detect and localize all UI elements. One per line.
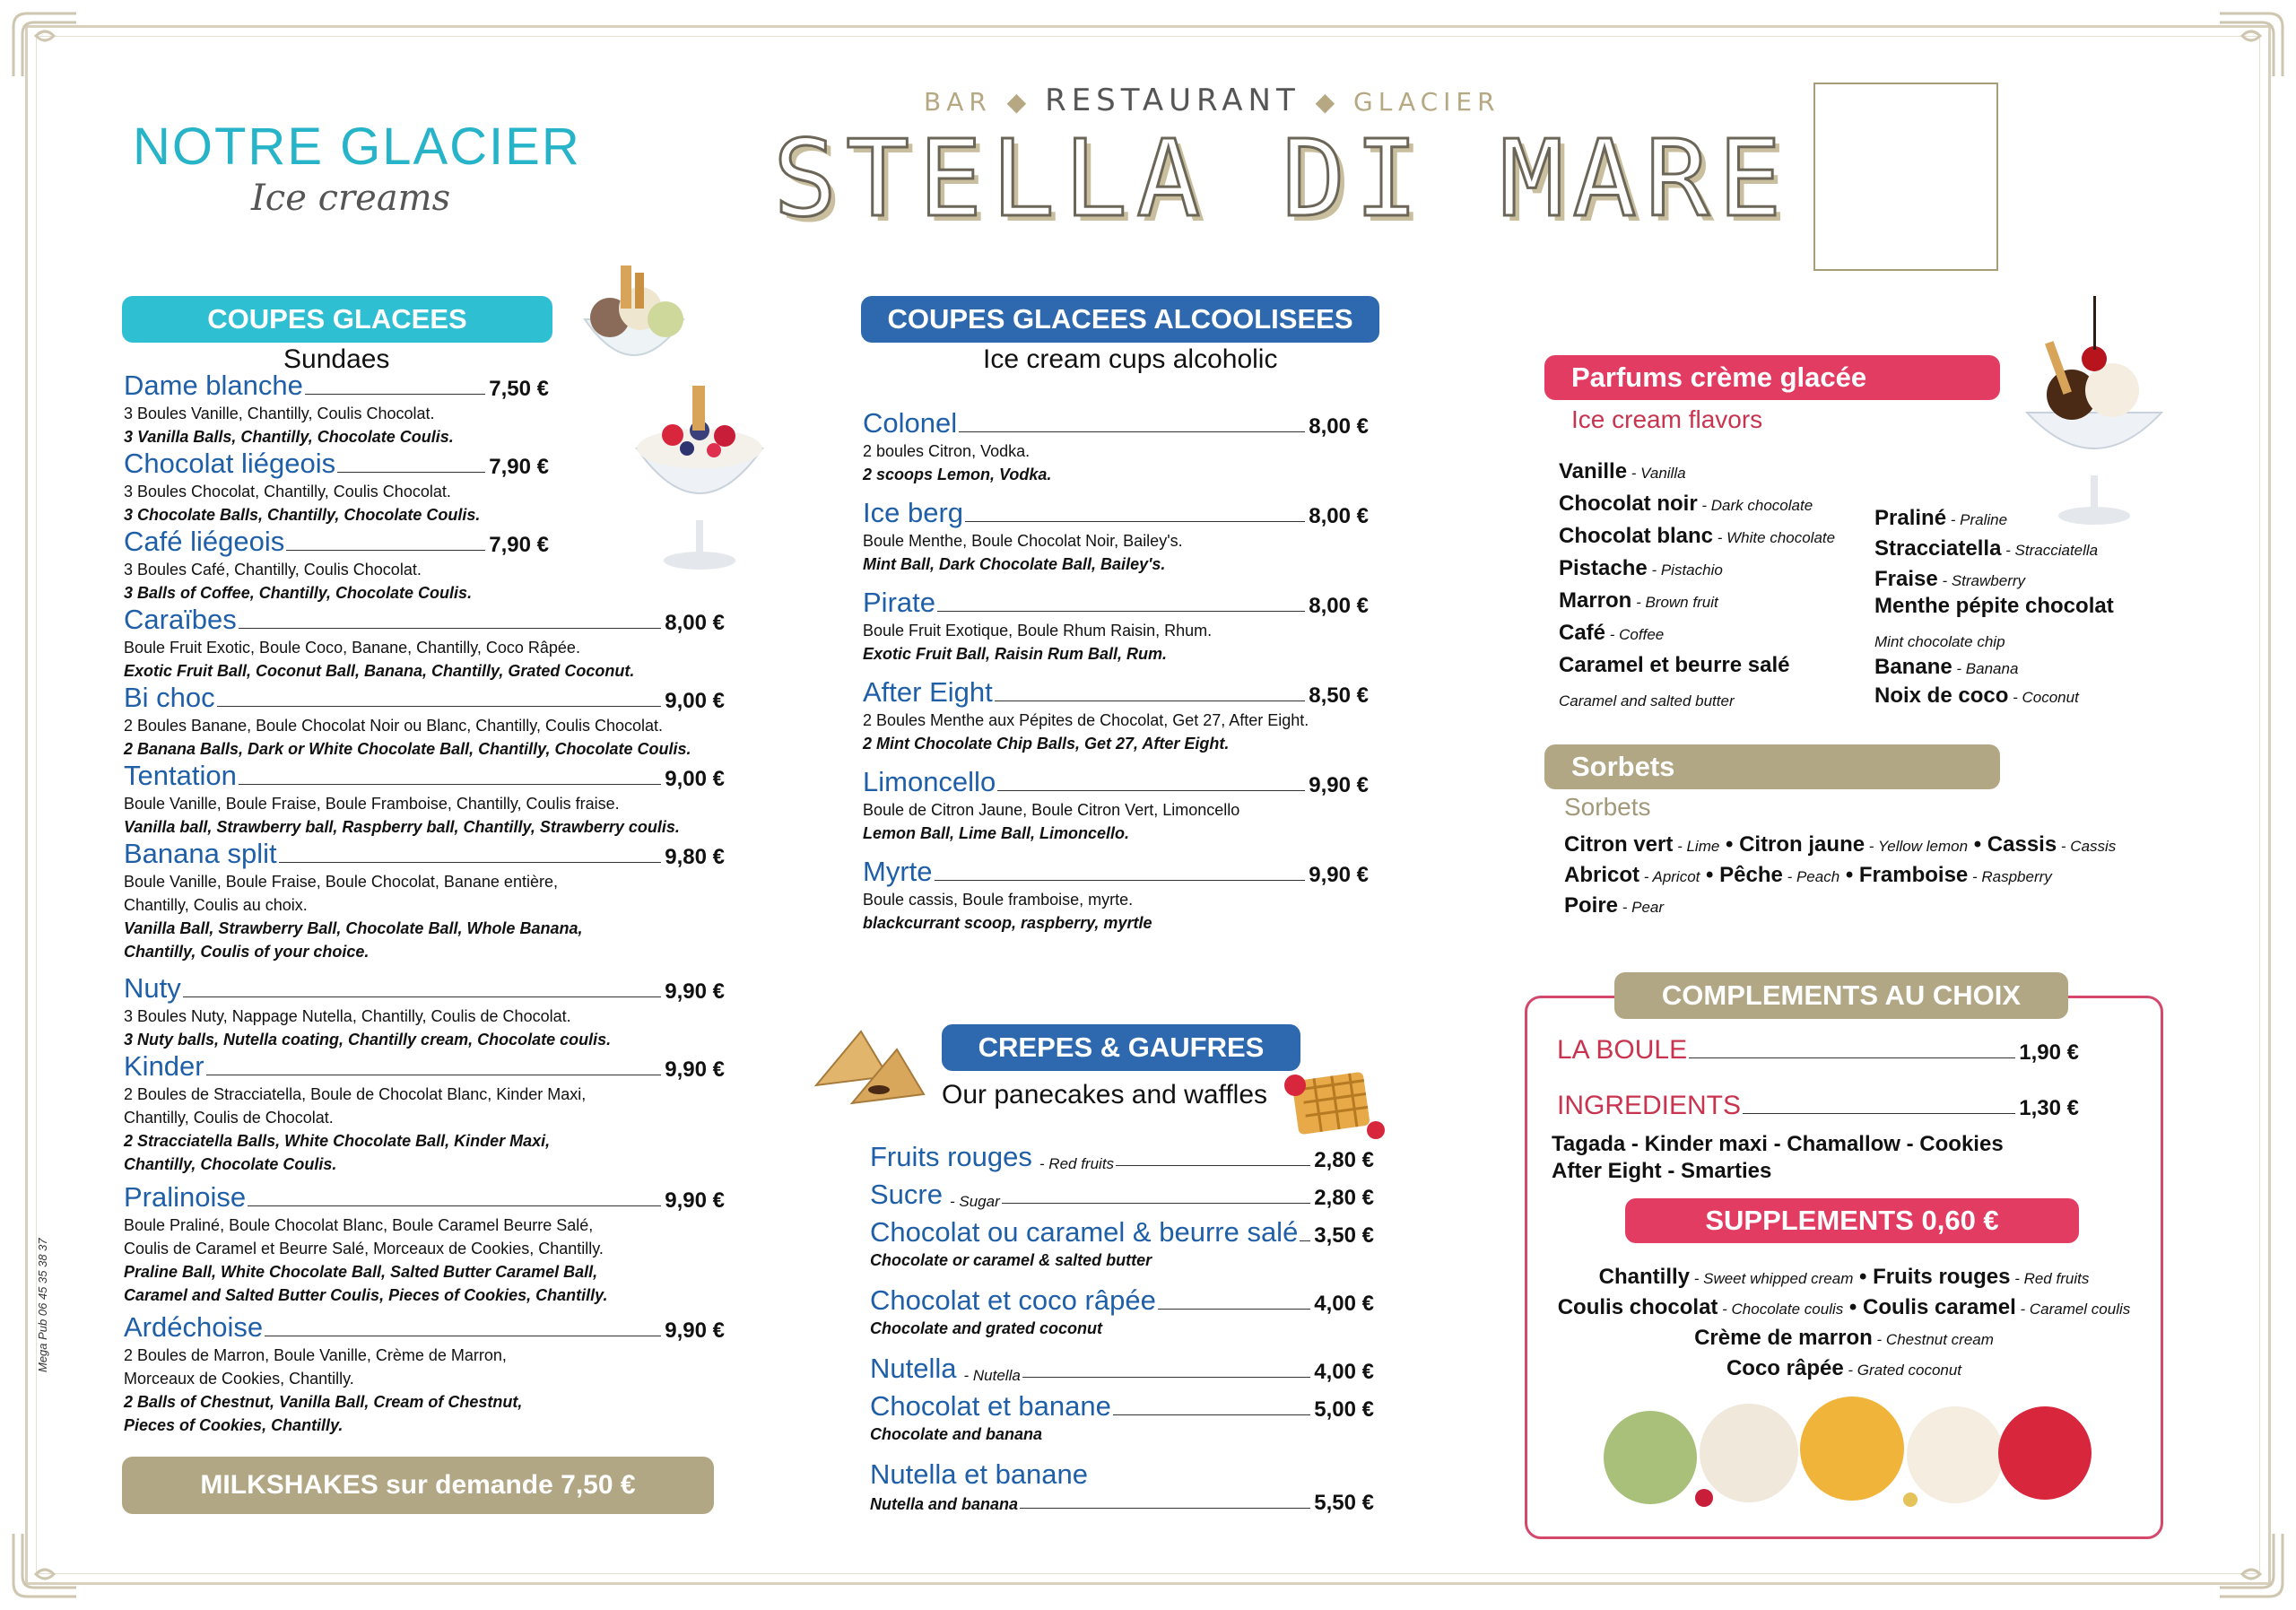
sundae-item <box>124 838 725 963</box>
ornament-corner-icon <box>9 1529 81 1601</box>
sorbet-line <box>1564 863 2052 888</box>
crepe-image <box>807 1023 933 1112</box>
item-description: Boule Vanille, Boule Fraise, Boule Chocolat, Banane entière, <box>124 873 558 891</box>
dot-leader <box>1002 1203 1311 1204</box>
dot-leader <box>217 706 662 707</box>
item-name: Sucre <box>870 1179 943 1210</box>
item-price: 9,90 € <box>665 1318 725 1343</box>
item-description-en: Praline Ball, White Chocolate Ball, Salted Butter Caramel Ball, <box>124 1263 598 1281</box>
item-name: Chocolat et banane <box>870 1390 1111 1422</box>
sorbet-translation: - Cassis <box>2057 838 2117 855</box>
flavor-item <box>1559 653 1789 678</box>
logo-placeholder <box>1813 83 1998 271</box>
complement-name: LA BOULE <box>1557 1035 1688 1065</box>
alcohol-item <box>863 587 1369 666</box>
item-description-en: Chantilly, Chocolate Coulis. <box>124 1155 337 1173</box>
flavor-translation: Caramel and salted butter <box>1559 692 1735 709</box>
supplement-name: • Fruits rouges <box>1853 1265 2011 1289</box>
item-price: 3,50 € <box>1314 1223 1374 1248</box>
item-description: 3 Boules Café, Chantilly, Coulis Chocolat. <box>124 561 422 579</box>
page-subtitle: Ice creams <box>251 178 451 219</box>
flavor-item <box>1559 459 1686 484</box>
item-description: Boule Fruit Exotique, Boule Rhum Raisin, Rhum. <box>863 622 1213 640</box>
item-price: 4,00 € <box>1314 1292 1374 1316</box>
supplement-name: • Coulis caramel <box>1843 1295 2016 1319</box>
supplement-line <box>1539 1356 2149 1381</box>
item-description: Chantilly, Coulis de Chocolat. <box>124 1109 334 1127</box>
crepe-item <box>870 1390 1374 1446</box>
flavor-name: Vanille <box>1559 459 1628 483</box>
crepe-item <box>870 1216 1374 1272</box>
item-description-en: Chocolate or caramel & salted butter <box>870 1251 1152 1269</box>
item-description-en: Nutella and banana <box>870 1495 1019 1513</box>
sundae-item <box>124 604 725 683</box>
sundae-item <box>124 448 549 527</box>
item-description-en: Chocolate and banana <box>870 1425 1043 1443</box>
dot-leader <box>183 996 662 997</box>
sundae-item <box>124 1181 725 1307</box>
supplement-line <box>1539 1326 2149 1351</box>
flavor-translation: - White chocolate <box>1713 529 1836 546</box>
flavor-item <box>1874 683 2079 709</box>
sundae-item <box>124 370 549 448</box>
flavor-name: Banane <box>1874 655 1952 679</box>
item-name: Pralinoise <box>124 1181 247 1213</box>
crepe-item <box>870 1353 1374 1385</box>
item-description-en: Lemon Ball, Lime Ball, Limoncello. <box>863 824 1130 842</box>
item-description: Boule de Citron Jaune, Boule Citron Vert, Limoncello <box>863 801 1240 819</box>
item-description-en: 3 Balls of Coffee, Chantilly, Chocolate Coulis. <box>124 584 473 602</box>
item-name: Caraïbes <box>124 604 237 635</box>
dot-leader <box>1022 1377 1310 1378</box>
supplement-translation: - Grated coconut <box>1843 1362 1962 1379</box>
item-name: Nutella <box>870 1353 957 1384</box>
item-price: 7,90 € <box>489 455 549 479</box>
item-name: Ardéchoise <box>124 1311 264 1343</box>
ornament-corner-icon <box>2215 1529 2287 1601</box>
item-description-en: Mint Ball, Dark Chocolate Ball, Bailey's. <box>863 555 1166 573</box>
ingredients-line-2: After Eight - Smarties <box>1552 1159 1772 1183</box>
item-price: 7,90 € <box>489 533 549 557</box>
ornament-corner-icon <box>2215 9 2287 81</box>
sorbet-translation: - Peach <box>1782 868 1840 885</box>
flavor-name: Caramel et beurre salé <box>1559 653 1790 677</box>
sorbet-name: Citron vert <box>1564 832 1674 857</box>
item-description-en: Pieces of Cookies, Chantilly. <box>124 1416 344 1434</box>
flavor-name: Praliné <box>1874 506 1947 530</box>
item-description: Boule cassis, Boule framboise, myrte. <box>863 891 1134 909</box>
dot-leader <box>997 790 1305 791</box>
crepe-item <box>870 1179 1374 1211</box>
flavor-translation: - Praline <box>1946 511 2008 528</box>
item-name: Bi choc <box>124 682 215 713</box>
crepe-item <box>870 1141 1374 1173</box>
item-name: Chocolat ou caramel & beurre salé <box>870 1216 1299 1248</box>
dot-leader <box>337 472 485 473</box>
dot-leader <box>305 394 485 395</box>
supplement-translation: - Caramel coulis <box>2015 1301 2131 1318</box>
flavor-name: Fraise <box>1874 567 1938 591</box>
dot-leader <box>1300 1240 1310 1241</box>
item-name: Fruits rouges <box>870 1141 1032 1172</box>
item-name: Kinder <box>124 1050 204 1082</box>
flavor-translation: - Coffee <box>1605 626 1665 643</box>
item-description: 2 Boules Banane, Boule Chocolat Noir ou Blanc, Chantilly, Coulis Chocolat. <box>124 717 664 735</box>
flavor-item <box>1874 536 2098 561</box>
sundae-item <box>124 1050 725 1176</box>
item-description-en: 2 scoops Lemon, Vodka. <box>863 466 1052 483</box>
item-description: 3 Boules Chocolat, Chantilly, Coulis Chocolat. <box>124 483 451 500</box>
item-description-en: 2 Banana Balls, Dark or White Chocolate Ball, Chantilly, Chocolate Coulis. <box>124 740 691 758</box>
brand-tagline: BAR ◆ RESTAURANT ◆ GLACIER <box>924 83 1500 118</box>
item-description-en: Chantilly, Coulis of your choice. <box>124 943 370 961</box>
item-translation: - Nutella <box>963 1367 1021 1384</box>
flavor-translation: - Strawberry <box>1937 572 2026 589</box>
alcool-title: COUPES GLACEES ALCOOLISEES <box>861 296 1379 343</box>
item-description: Boule Menthe, Boule Chocolat Noir, Bailey's. <box>863 532 1183 550</box>
flavor-translation: - Coconut <box>2008 689 2079 706</box>
complement-item <box>1557 1091 2079 1121</box>
flavor-item <box>1559 588 1718 614</box>
item-name: Ice berg <box>863 497 964 528</box>
chocolate-sundae-image <box>2018 296 2170 538</box>
alcohol-item <box>863 676 1369 755</box>
dot-leader <box>1689 1057 2015 1058</box>
item-description-en: Vanilla Ball, Strawberry Ball, Chocolate Ball, Whole Banana, <box>124 919 583 937</box>
sorbet-name: Poire <box>1564 893 1619 918</box>
alcohol-item <box>863 407 1369 486</box>
alcool-subtitle: Ice cream cups alcoholic <box>983 344 1278 374</box>
item-price: 8,00 € <box>1309 504 1369 528</box>
item-name: Banana split <box>124 838 277 869</box>
supplement-name: Chantilly <box>1598 1265 1690 1289</box>
item-description: Morceaux de Cookies, Chantilly. <box>124 1370 354 1388</box>
complements-title: COMPLEMENTS AU CHOIX <box>1614 972 2068 1019</box>
item-description: Boule Vanille, Boule Fraise, Boule Framboise, Chantilly, Coulis fraise. <box>124 795 620 813</box>
flavor-translation: Mint chocolate chip <box>1874 633 2005 650</box>
flavor-item <box>1559 492 1813 517</box>
flavor-translation: - Stracciatella <box>2001 542 2099 559</box>
flavor-name: Chocolat noir <box>1559 492 1698 516</box>
item-description-en: 2 Stracciatella Balls, White Chocolate Ball, Kinder Maxi, <box>124 1132 551 1150</box>
coupes-title: COUPES GLACEES <box>122 296 552 343</box>
item-description-en: 3 Chocolate Balls, Chantilly, Chocolate Coulis. <box>124 506 481 524</box>
supplement-name: Crème de marron <box>1694 1326 1873 1350</box>
sorbet-line <box>1564 832 2116 857</box>
flavor-translation: - Pistachio <box>1647 561 1723 579</box>
sundae-item <box>124 760 725 839</box>
dot-leader <box>959 431 1305 432</box>
flavor-name: Pistache <box>1559 556 1648 580</box>
item-description: Coulis de Caramel et Beurre Salé, Morceaux de Cookies, Chantilly. <box>124 1240 604 1258</box>
item-name: Nutella et banane <box>870 1458 1089 1490</box>
sorbet-translation: - Lime <box>1673 838 1720 855</box>
dot-leader <box>1158 1309 1310 1310</box>
ice-cream-scoops-image <box>1596 1390 2099 1516</box>
sorbet-name: Abricot <box>1564 863 1639 887</box>
item-translation: - Sugar <box>949 1193 1000 1210</box>
item-description: Chantilly, Coulis au choix. <box>124 896 308 914</box>
item-name: Pirate <box>863 587 935 618</box>
item-description: 2 Boules Menthe aux Pépites de Chocolat, Get 27, After Eight. <box>863 711 1309 729</box>
flavor-item <box>1559 524 1835 549</box>
item-price: 4,00 € <box>1314 1360 1374 1384</box>
dot-leader <box>1113 1414 1310 1415</box>
crepe-item <box>870 1458 1374 1516</box>
item-price: 9,80 € <box>665 845 725 869</box>
item-price: 8,00 € <box>1309 414 1369 439</box>
flavor-item <box>1559 621 1664 646</box>
tagline-bar: BAR <box>924 87 992 117</box>
dot-leader <box>248 1205 661 1206</box>
sorbets-title: Sorbets <box>1544 744 2000 789</box>
item-name: Nuty <box>124 972 181 1004</box>
dot-leader <box>935 880 1306 881</box>
supplement-line <box>1539 1295 2149 1320</box>
sorbet-translation: - Apricot <box>1639 868 1700 885</box>
parfums-subtitle: Ice cream flavors <box>1571 405 1763 433</box>
item-description-en: blackcurrant scoop, raspberry, myrtle <box>863 914 1152 932</box>
item-name: Chocolat et coco râpée <box>870 1284 1156 1316</box>
item-description-en: Vanilla ball, Strawberry ball, Raspberry ball, Chantilly, Strawberry coulis. <box>124 818 680 836</box>
dot-leader <box>1743 1113 2015 1114</box>
supplement-translation: - Sweet whipped cream <box>1690 1270 1854 1287</box>
crepes-subtitle: Our panecakes and waffles <box>942 1080 1268 1110</box>
item-description-en: Chocolate and grated coconut <box>870 1319 1103 1337</box>
sundae-item <box>124 526 549 605</box>
flavor-item <box>1559 556 1723 581</box>
alcohol-item <box>863 766 1369 845</box>
item-price: 5,00 € <box>1314 1397 1374 1422</box>
item-description: 3 Boules Nuty, Nappage Nutella, Chantilly, Coulis de Chocolat. <box>124 1007 571 1025</box>
item-name: Tentation <box>124 760 237 791</box>
sorbet-name: • Citron jaune <box>1719 832 1866 857</box>
item-description: Boule Praliné, Boule Chocolat Blanc, Boule Caramel Beurre Salé, <box>124 1216 594 1234</box>
item-description: Boule Fruit Exotic, Boule Coco, Banane, Chantilly, Coco Râpée. <box>124 639 580 657</box>
sundae-item <box>124 972 725 1051</box>
item-price: 9,00 € <box>665 689 725 713</box>
complement-price: 1,30 € <box>2019 1096 2079 1120</box>
supplement-translation: - Chocolate coulis <box>1718 1301 1844 1318</box>
item-description-en: Exotic Fruit Ball, Raisin Rum Ball, Rum. <box>863 645 1168 663</box>
item-description-en: 2 Mint Chocolate Chip Balls, Get 27, After Eight. <box>863 735 1230 753</box>
dot-leader <box>239 628 661 629</box>
item-description: 2 boules Citron, Vodka. <box>863 442 1031 460</box>
item-price: 9,90 € <box>1309 773 1369 797</box>
flavor-item <box>1874 655 2018 680</box>
supplement-translation: - Red fruits <box>2010 1270 2090 1287</box>
sundae-item <box>124 682 725 761</box>
item-description: 2 Boules de Stracciatella, Boule de Chocolat Blanc, Kinder Maxi, <box>124 1085 587 1103</box>
supplement-name: Coco râpée <box>1726 1356 1844 1380</box>
flavor-name: Menthe pépite chocolat <box>1874 594 2114 618</box>
supplement-name: Coulis chocolat <box>1557 1295 1718 1319</box>
item-price: 9,90 € <box>665 1188 725 1213</box>
flavor-item <box>1874 506 2007 531</box>
flavor-name: Marron <box>1559 588 1632 613</box>
dot-leader <box>937 611 1305 612</box>
coupes-subtitle: Sundaes <box>283 344 390 374</box>
flavor-name: Café <box>1559 621 1606 645</box>
fruit-sundae-image <box>628 386 771 574</box>
item-description-en: Exotic Fruit Ball, Coconut Ball, Banana, Chantilly, Grated Coconut. <box>124 662 635 680</box>
complement-name: INGREDIENTS <box>1557 1091 1742 1120</box>
item-name: Limoncello <box>863 766 996 797</box>
parfums-title: Parfums crème glacée <box>1544 355 2000 400</box>
dot-leader <box>965 521 1305 522</box>
item-description: 3 Boules Vanille, Chantilly, Coulis Chocolat. <box>124 405 435 422</box>
sorbet-line <box>1564 893 1664 918</box>
item-description-en: Caramel and Salted Butter Coulis, Pieces of Cookies, Chantilly. <box>124 1286 608 1304</box>
tagline-glacier: GLACIER <box>1353 87 1500 117</box>
item-name: Café liégeois <box>124 526 285 557</box>
item-description-en: 3 Nuty balls, Nutella coating, Chantilly cream, Chocolate coulis. <box>124 1031 612 1049</box>
item-price: 2,80 € <box>1314 1148 1374 1172</box>
credit: Mega Pub 06 45 35 38 37 <box>36 1238 49 1372</box>
waffle-image <box>1268 1058 1403 1148</box>
flavor-item <box>1559 687 1735 712</box>
sorbet-name: • Framboise <box>1839 863 1969 887</box>
dot-leader <box>279 862 662 863</box>
item-description: 2 Boules de Marron, Boule Vanille, Crème de Marron, <box>124 1346 507 1364</box>
item-name: Myrte <box>863 856 933 887</box>
dot-leader <box>1116 1165 1310 1166</box>
alcohol-item <box>863 497 1369 576</box>
item-price: 9,90 € <box>665 1057 725 1082</box>
item-price: 9,90 € <box>1309 863 1369 887</box>
sorbets-subtitle: Sorbets <box>1564 793 1651 821</box>
flavor-item <box>1874 594 2114 619</box>
flavor-name: Stracciatella <box>1874 536 2002 561</box>
supplements-title: SUPPLEMENTS 0,60 € <box>1625 1198 2079 1243</box>
sorbet-name: • Cassis <box>1968 832 2057 857</box>
flavor-translation: - Banana <box>1952 660 2019 677</box>
item-price: 7,50 € <box>489 377 549 401</box>
flavor-translation: - Dark chocolate <box>1697 497 1813 514</box>
item-price: 2,80 € <box>1314 1186 1374 1210</box>
item-name: Chocolat liégeois <box>124 448 336 479</box>
item-name: Colonel <box>863 407 958 439</box>
flavor-translation: - Vanilla <box>1627 465 1686 482</box>
sundae-image <box>567 265 701 400</box>
item-price: 8,00 € <box>665 611 725 635</box>
page-title: NOTRE GLACIER <box>133 117 581 176</box>
item-name: Dame blanche <box>124 370 303 401</box>
dot-leader <box>239 784 661 785</box>
crepes-title: CREPES & GAUFRES <box>942 1024 1300 1071</box>
item-name: After Eight <box>863 676 993 708</box>
item-price: 9,90 € <box>665 979 725 1004</box>
brand-name: STELLA DI MARE <box>773 117 1791 240</box>
sorbet-translation: - Yellow lemon <box>1865 838 1969 855</box>
item-description-en: 2 Balls of Chestnut, Vanilla Ball, Cream of Chestnut, <box>124 1393 523 1411</box>
complement-item <box>1557 1035 2079 1066</box>
item-price: 5,50 € <box>1314 1491 1374 1515</box>
flavor-item <box>1874 628 2005 653</box>
alcohol-item <box>863 856 1369 935</box>
sundae-item <box>124 1311 725 1437</box>
flavor-name: Chocolat blanc <box>1559 524 1714 548</box>
dot-leader <box>1020 1508 1310 1509</box>
crepe-item <box>870 1284 1374 1340</box>
tagline-restaurant: RESTAURANT <box>1045 83 1300 118</box>
item-description-en: 3 Vanilla Balls, Chantilly, Chocolate Coulis. <box>124 428 454 446</box>
complement-price: 1,90 € <box>2019 1040 2079 1065</box>
flavor-translation: - Brown fruit <box>1631 594 1718 611</box>
sorbet-translation: - Raspberry <box>1968 868 2052 885</box>
item-price: 8,50 € <box>1309 683 1369 708</box>
supplement-line <box>1539 1265 2149 1290</box>
item-translation: - Red fruits <box>1039 1155 1115 1172</box>
ingredients-line-1: Tagada - Kinder maxi - Chamallow - Cookies <box>1552 1132 2004 1156</box>
supplement-translation: - Chestnut cream <box>1872 1331 1994 1348</box>
ornament-corner-icon <box>9 9 81 81</box>
item-price: 8,00 € <box>1309 594 1369 618</box>
item-price: 9,00 € <box>665 767 725 791</box>
flavor-name: Noix de coco <box>1874 683 2009 708</box>
sorbet-translation: - Pear <box>1618 899 1665 916</box>
milkshakes-banner: MILKSHAKES sur demande 7,50 € <box>122 1457 714 1514</box>
sorbet-name: • Pêche <box>1700 863 1783 887</box>
flavor-item <box>1874 567 2025 592</box>
dot-leader <box>286 550 485 551</box>
